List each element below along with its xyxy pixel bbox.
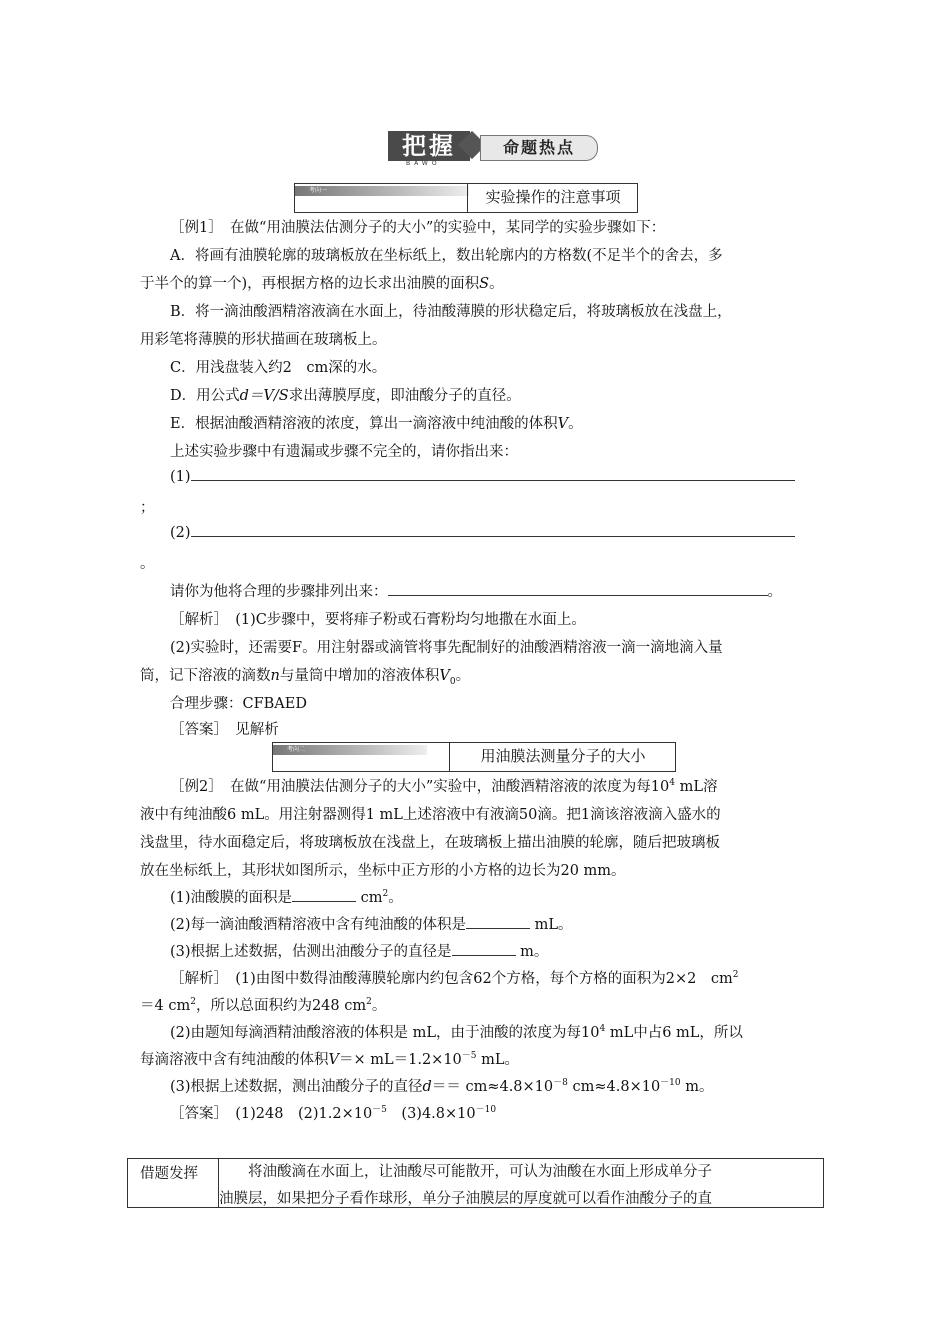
insight-label: 借题发挥 bbox=[140, 1166, 198, 1182]
text: 与量筒中增加的溶液体积 bbox=[279, 668, 440, 684]
sup: －5 bbox=[372, 1105, 387, 1116]
ex2-line-3: 浅盘里，待水面稳定后，将玻璃板放在浅盘上，在玻璃板上描出油膜的轮廓，随后把玻璃板 bbox=[140, 835, 720, 851]
insight-label-cell bbox=[128, 1159, 219, 1207]
ex1-solution-2a: (2)实验时，还需要F。用注射器或滴管将事先配制好的油酸酒精溶液一滴一滴地滴入量 bbox=[170, 640, 723, 656]
ex1-question: 上述实验步骤中有遗漏或步骤不完全的，请你指出来： bbox=[170, 444, 518, 460]
text: (3)根据上述数据，估测出油酸分子的直径是 bbox=[170, 944, 452, 960]
insight-line-2: 油膜层，如果把分子看作球形，单分子油膜层的厚度就可以看作油酸分子的直 bbox=[219, 1191, 712, 1207]
ex2-answer bbox=[170, 1102, 496, 1123]
q-num: (1) bbox=[170, 469, 191, 485]
text: D．用公式 bbox=[170, 388, 240, 404]
ex2-solution-3 bbox=[170, 1021, 743, 1042]
sup: －5 bbox=[461, 1051, 477, 1062]
text: ［例2］ 在做“用油膜法估测分子的大小”实验中，油酸酒精溶液的浓度为每10 bbox=[170, 779, 670, 795]
ex2-q1 bbox=[170, 886, 403, 907]
sup: 4 bbox=[669, 778, 675, 789]
text: 。 bbox=[489, 276, 504, 292]
topic-title-1: 实验操作的注意事项 bbox=[467, 184, 638, 212]
ex1-answer: ［答案］ 见解析 bbox=[170, 722, 279, 738]
ex1-step-a-1: A．将画有油膜轮廓的玻璃板放在坐标纸上，数出轮廓内的方格数(不足半个的舍去，多 bbox=[170, 248, 723, 264]
topic-tag-1: 考向一 bbox=[295, 186, 469, 196]
topic-header-2 bbox=[272, 742, 676, 772]
var-v: V bbox=[328, 1052, 339, 1068]
formula: d＝V/S bbox=[239, 388, 289, 404]
text: 。 bbox=[767, 584, 782, 600]
sup: －8 bbox=[553, 1078, 568, 1089]
ex2-line-1 bbox=[170, 775, 717, 796]
section-banner bbox=[388, 127, 604, 169]
ex1-step-b-2: 用彩笔将薄膜的形状描画在玻璃板上。 bbox=[140, 332, 387, 348]
topic-header-1 bbox=[294, 183, 638, 213]
answer-blank bbox=[292, 889, 356, 902]
text: (2)由题知每滴酒精油酸溶液的体积是 mL，由于油酸的浓度为每10 bbox=[170, 1025, 600, 1041]
ex2-line-4: 放在坐标纸上，其形状如图所示，坐标中正方形的小方格的边长为20 mm。 bbox=[140, 863, 626, 879]
sup: 4 bbox=[599, 1024, 606, 1035]
ex1-order: 合理步骤：CFBAED bbox=[170, 696, 307, 712]
var-n: n bbox=[270, 668, 280, 684]
text: ＝× mL＝1.2×10 bbox=[338, 1052, 462, 1068]
ex1-q1 bbox=[170, 468, 795, 485]
sup: 2 bbox=[190, 997, 196, 1008]
text: 于半个的算一个)，再根据方格的边长求出油膜的面积 bbox=[140, 276, 480, 292]
text: 求出薄膜厚度，即油酸分子的直径。 bbox=[288, 388, 521, 404]
q-num: (2) bbox=[170, 525, 191, 541]
ex1-q2 bbox=[170, 524, 795, 541]
text: 。 bbox=[455, 668, 471, 684]
text: ［解析］ (1)由图中数得油酸薄膜轮廓内约包含62个方格，每个方格的面积为2×2 cm bbox=[170, 971, 733, 987]
text: E．根据油酸酒精溶液的浓度，算出一滴溶液中纯油酸的体积 bbox=[170, 416, 558, 432]
ex2-line-2: 液中有纯油酸6 mL。用注射器测得1 mL上述溶液中有液滴50滴。把1滴该溶液滴入盛水的 bbox=[140, 807, 721, 823]
ex2-solution-4 bbox=[140, 1048, 519, 1069]
text: (2)每一滴油酸酒精溶液中含有纯油酸的体积是 bbox=[170, 917, 467, 933]
ex1-solution-2b bbox=[140, 664, 470, 687]
text: mL。 bbox=[530, 917, 573, 933]
text: 。 bbox=[568, 416, 583, 432]
text: 。 bbox=[388, 890, 403, 906]
text: 。 bbox=[371, 998, 387, 1014]
answer-blank bbox=[452, 943, 516, 956]
text: ＝＝ cm≈4.8×10 bbox=[431, 1079, 554, 1095]
sup: －10 bbox=[475, 1105, 497, 1116]
subscript: 0 bbox=[449, 676, 456, 687]
text: mL溶 bbox=[674, 779, 718, 795]
ex1-q3 bbox=[170, 580, 782, 601]
answer-blank bbox=[191, 468, 795, 481]
insight-table bbox=[127, 1158, 824, 1208]
text: cm bbox=[356, 890, 383, 906]
ex2-solution-2 bbox=[140, 994, 386, 1015]
text: m。 bbox=[515, 944, 549, 960]
ex1-q2-end: 。 bbox=[140, 556, 155, 572]
ex1-step-c: C．用浅盘装入约2 cm深的水。 bbox=[170, 360, 387, 376]
answer-blank bbox=[388, 583, 768, 596]
sup: 2 bbox=[732, 970, 739, 981]
banner-pinyin: BAWO bbox=[406, 160, 441, 167]
text: cm≈4.8×10 bbox=[567, 1079, 661, 1095]
text: ，所以总面积约为248 cm bbox=[195, 998, 367, 1014]
topic-tag-2: 考向二 bbox=[273, 745, 427, 755]
var-v: V bbox=[439, 668, 450, 684]
var-d: d bbox=[422, 1079, 432, 1095]
ex2-solution-1 bbox=[170, 967, 738, 988]
ex1-step-b-1: B．将一滴油酸酒精溶液滴在水面上，待油酸薄膜的形状稳定后，将玻璃板放在浅盘上， bbox=[170, 304, 732, 320]
var-v: V bbox=[557, 416, 569, 432]
ex1-step-a-2 bbox=[140, 272, 504, 293]
ex2-solution-5 bbox=[170, 1075, 713, 1096]
sup: 2 bbox=[366, 997, 372, 1008]
text: mL。 bbox=[476, 1052, 520, 1068]
text: ［答案］ (1)248 (2)1.2×10 bbox=[170, 1106, 373, 1122]
ex1-step-d bbox=[170, 384, 521, 405]
sup: －10 bbox=[660, 1078, 681, 1089]
text: (3)根据上述数据，测出油酸分子的直径 bbox=[170, 1079, 423, 1095]
banner-title-right: 命题热点 bbox=[480, 135, 598, 161]
text: 筒，记下溶液的滴数 bbox=[140, 668, 271, 684]
insight-content-cell bbox=[219, 1159, 815, 1213]
text: 请你为他将合理的步骤排列出来： bbox=[170, 584, 388, 600]
text: 每滴溶液中含有纯油酸的体积 bbox=[140, 1052, 329, 1068]
ex1-solution-1: ［解析］ (1)C步骤中，要将痱子粉或石膏粉均匀地撒在水面上。 bbox=[170, 612, 586, 628]
ex1-q1-end: ； bbox=[140, 500, 155, 516]
answer-blank bbox=[466, 916, 530, 929]
ex2-q2 bbox=[170, 913, 573, 934]
text: mL中占6 mL，所以 bbox=[605, 1025, 743, 1041]
ex1-intro: ［例1］ 在做“用油膜法估测分子的大小”的实验中，某同学的实验步骤如下： bbox=[170, 220, 666, 236]
var-s: S bbox=[479, 276, 490, 292]
text: (1)油酸膜的面积是 bbox=[170, 890, 293, 906]
banner-title-left: 把握 bbox=[388, 131, 470, 161]
ex2-q3 bbox=[170, 940, 548, 961]
answer-blank bbox=[191, 524, 795, 537]
topic-title-2: 用油膜法测量分子的大小 bbox=[449, 743, 676, 771]
text: (3)4.8×10 bbox=[386, 1106, 476, 1122]
ex1-step-e bbox=[170, 412, 583, 433]
insight-line-1: 将油酸滴在水面上，让油酸尽可能散开，可认为油酸在水面上形成单分子 bbox=[219, 1164, 712, 1180]
text: ＝4 cm bbox=[140, 998, 191, 1014]
sup: 2 bbox=[382, 889, 389, 900]
text: m。 bbox=[680, 1079, 714, 1095]
